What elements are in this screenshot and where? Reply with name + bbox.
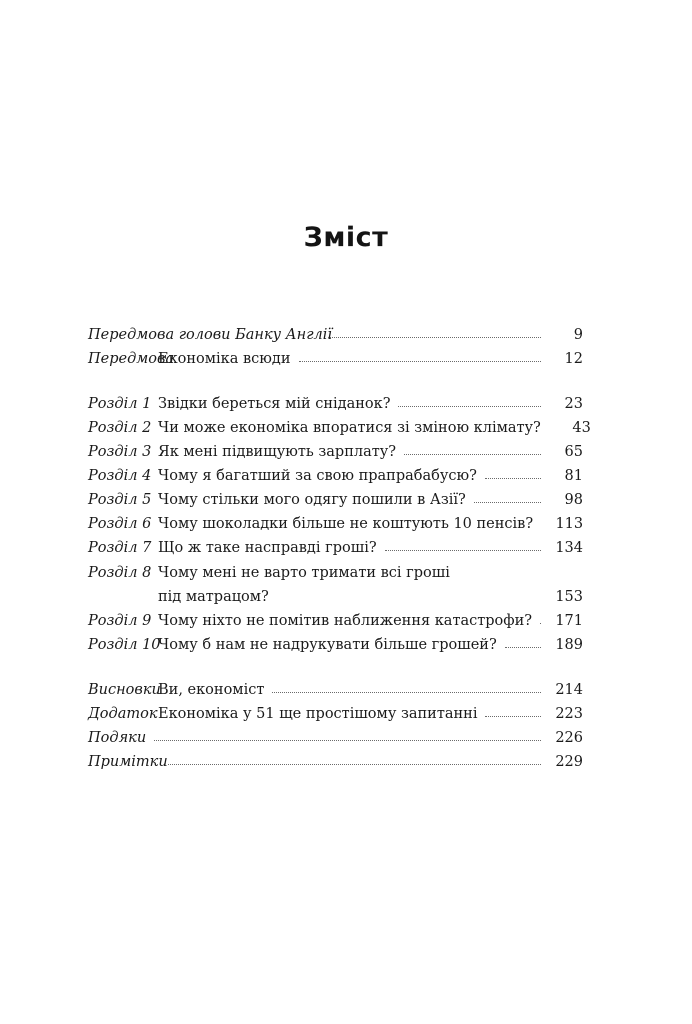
- toc-entry-line: [158, 442, 583, 462]
- toc-entry-label: Розділ 5: [88, 492, 152, 508]
- toc-entry-title: Чому б нам не надрукувати більше грошей?: [158, 637, 497, 653]
- leader-dots: [272, 680, 541, 693]
- toc-entry-label: Розділ 7: [88, 540, 152, 556]
- leader-dots: [299, 349, 541, 362]
- leader-dots: [404, 442, 541, 455]
- toc-entry-line: [158, 538, 583, 558]
- toc-page-number: 226: [555, 730, 583, 746]
- toc-entry-title: Економіка у 51 ще простішому запитанні: [158, 706, 478, 722]
- toc-page-number: 171: [555, 613, 583, 629]
- leader-dots: [398, 394, 541, 407]
- toc-page-number: 223: [555, 706, 583, 722]
- toc-entry-acknowledgements[interactable]: [88, 728, 583, 752]
- toc-entry-foreword[interactable]: [88, 349, 583, 373]
- toc-entry-label: Розділ 10: [88, 637, 161, 653]
- toc-page-number: 153: [555, 589, 583, 605]
- toc-entry-label: Розділ 1: [88, 396, 152, 412]
- toc-entry-label: Додаток: [88, 706, 158, 722]
- toc-page-number: 113: [555, 516, 584, 532]
- toc-entry-line: [160, 752, 583, 772]
- leader-dots: [540, 611, 541, 624]
- toc-entry-chapter-5[interactable]: [88, 490, 583, 514]
- toc-entry-appendix[interactable]: [88, 704, 583, 728]
- toc-entry-label: Розділ 9: [88, 613, 152, 629]
- toc-entry-title: Чому стільки мого одягу пошили в Азії?: [158, 492, 466, 508]
- toc-entry-label: Передмова: [88, 351, 175, 367]
- leader-dots: [485, 466, 541, 479]
- toc-entry-chapter-4[interactable]: [88, 466, 583, 490]
- page-title: Зміст: [303, 222, 389, 253]
- toc-entry-title: Звідки береться мій сніданок?: [158, 396, 391, 412]
- toc-page-number: 12: [564, 351, 583, 367]
- toc-entry-line: [320, 325, 583, 345]
- toc-entry-title: Економіка всюди: [158, 351, 291, 367]
- toc-entry-line: [158, 349, 583, 369]
- leader-dots: [485, 704, 541, 717]
- toc-entry-label: Подяки: [88, 730, 147, 746]
- toc-entry-title: Чи може економіка впоратися зі зміною клімату?: [158, 420, 541, 436]
- toc-entry-line: [158, 635, 583, 655]
- toc-entry-label: Висновки: [88, 682, 161, 698]
- toc-entry-label: Розділ 2: [88, 420, 152, 436]
- toc-page-number: 81: [564, 468, 583, 484]
- toc-entry-line: [158, 490, 583, 510]
- leader-dots: [154, 728, 541, 741]
- toc-page-number: 98: [564, 492, 583, 508]
- toc-page-number: 43: [572, 420, 591, 436]
- toc-entry-label: Розділ 8: [88, 565, 152, 581]
- toc-page-number: 134: [555, 540, 583, 556]
- toc-entry-line: [158, 466, 583, 486]
- toc-entry-chapter-3[interactable]: [88, 442, 583, 466]
- toc-entry-foreword-governor[interactable]: [88, 325, 583, 349]
- toc-entry-line: [158, 680, 583, 700]
- toc-entry-title: Ви, економіст: [158, 682, 265, 698]
- toc-page-number: 23: [564, 396, 583, 412]
- toc-entry-line: [158, 704, 583, 724]
- leader-dots: [474, 490, 541, 503]
- toc-entry-title: Як мені підвищують зарплату?: [158, 444, 397, 460]
- toc-entry-label: Примітки: [88, 754, 168, 770]
- toc-entry-chapter-9[interactable]: [88, 611, 583, 635]
- leader-dots: [385, 538, 541, 551]
- toc-page-number: 65: [564, 444, 583, 460]
- toc-entry-line: [158, 418, 591, 438]
- toc-entry-line: [158, 587, 583, 607]
- toc-entry-line: [158, 611, 583, 631]
- leader-dots: [505, 635, 541, 648]
- leader-dots: [277, 588, 541, 600]
- toc-entry-chapter-1[interactable]: [88, 394, 583, 418]
- leader-dots: [328, 325, 541, 338]
- toc-entry-label: Розділ 4: [88, 468, 152, 484]
- toc-entry-chapter-7[interactable]: [88, 538, 583, 562]
- toc-entry-notes[interactable]: [88, 752, 583, 776]
- toc-entry-chapter-6[interactable]: [88, 514, 583, 538]
- toc-entry-title-line1: Чому мені не варто тримати всі гроші: [158, 565, 450, 581]
- toc-entry-title: Чому ніхто не помітив наближення катастрофи?: [158, 613, 533, 629]
- toc-page-number: 189: [555, 637, 583, 653]
- toc-page-number: 9: [573, 327, 583, 343]
- toc-entry-line: [158, 514, 583, 534]
- leader-dots: [168, 752, 541, 765]
- toc-entry-title: Що ж таке насправді гроші?: [158, 540, 377, 556]
- toc-entry-title-line2: під матрацом?: [158, 589, 269, 605]
- toc-page-number: 214: [555, 682, 583, 698]
- toc-page-number: 229: [555, 754, 583, 770]
- toc-entry-conclusions[interactable]: [88, 680, 583, 704]
- toc-entry-chapter-8[interactable]: [88, 563, 583, 611]
- toc-entry-chapter-10[interactable]: [88, 635, 583, 659]
- toc-entry-label: Розділ 3: [88, 444, 152, 460]
- toc-entry-title: Чому я багатший за свою прапрабабусю?: [158, 468, 477, 484]
- toc-entry-line: [158, 394, 583, 414]
- toc-entry-title: Чому шоколадки більше не коштують 10 пенсів?: [158, 516, 534, 532]
- toc-entry-label: Передмова голови Банку Англії: [88, 327, 333, 343]
- toc-entry-label: Розділ 6: [88, 516, 152, 532]
- toc-entry-line: [146, 728, 583, 748]
- toc-entry-chapter-2[interactable]: [88, 418, 591, 442]
